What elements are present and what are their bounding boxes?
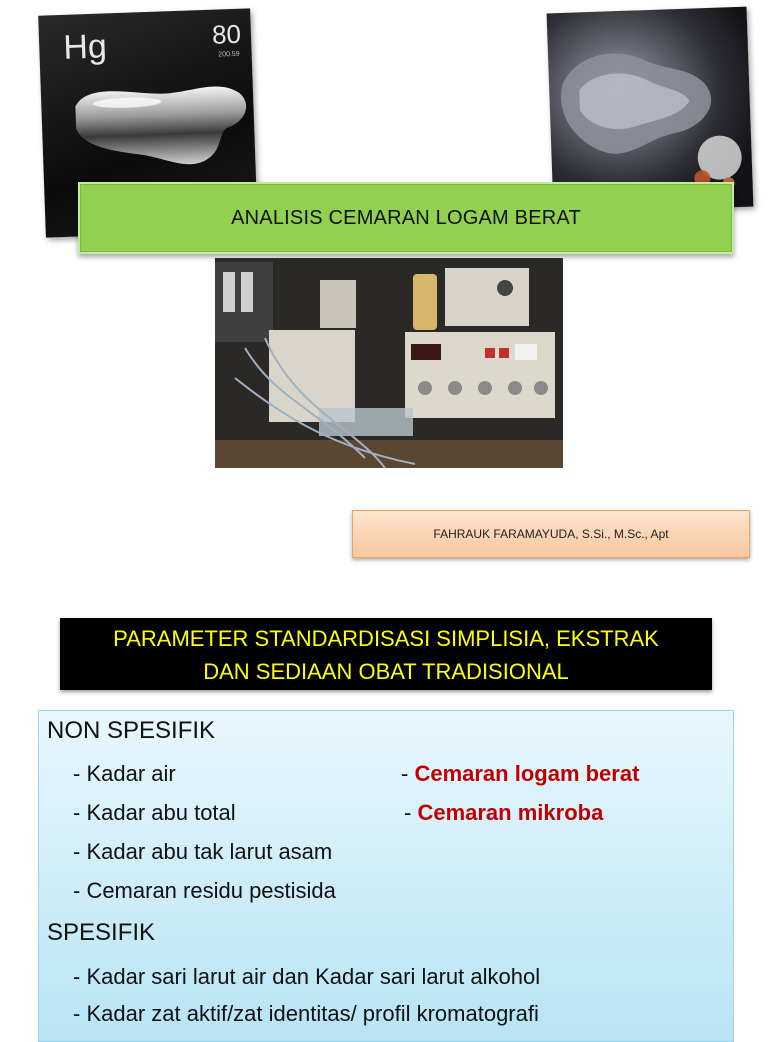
slide-title-line-2: DAN SEDIAAN OBAT TRADISIONAL: [203, 659, 569, 684]
highlight-text: Cemaran mikroba: [417, 800, 604, 825]
section-heading-non-spesifik: NON SPESIFIK: [47, 717, 216, 744]
parameter-content-box: [38, 710, 734, 1042]
list-item: - Kadar air: [73, 761, 176, 786]
list-item: - Cemaran residu pestisida: [73, 878, 336, 903]
list-item: - Kadar zat aktif/zat identitas/ profil kromatografi: [73, 1001, 539, 1026]
aas-instrument-photo: [215, 258, 563, 468]
highlight-dash: -: [401, 761, 415, 786]
mercury-droplet-icon: [66, 70, 257, 187]
highlight-item: [404, 800, 603, 826]
title-banner: ANALISIS CEMARAN LOGAM BERAT: [78, 182, 734, 254]
highlight-item: [401, 761, 639, 787]
atomic-mass: 200.59: [218, 50, 240, 59]
list-item: - Kadar abu total: [73, 800, 236, 825]
slide-title-line-1: PARAMETER STANDARDISASI SIMPLISIA, EKSTRAK: [113, 626, 659, 651]
highlight-dash: -: [404, 800, 418, 825]
atomic-number: 80: [211, 18, 242, 50]
element-symbol: Hg: [62, 27, 108, 67]
list-item: - Kadar sari larut air dan Kadar sari larut alkohol: [73, 964, 541, 989]
section-heading-spesifik: SPESIFIK: [47, 919, 156, 946]
author-box: FAHRAUK FARAMAYUDA, S.Si., M.Sc., Apt: [352, 510, 750, 558]
list-item: - Kadar abu tak larut asam: [73, 839, 333, 864]
highlight-text: Cemaran logam berat: [414, 761, 640, 786]
slide-title: [60, 618, 712, 690]
